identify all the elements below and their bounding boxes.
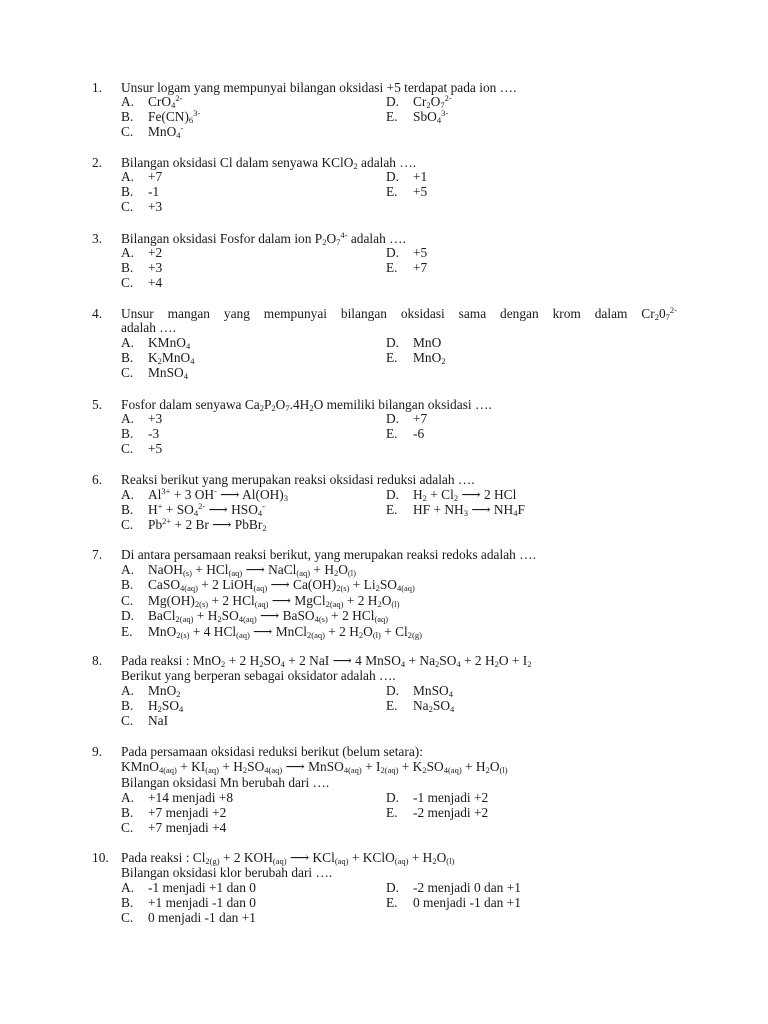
option-e: E. HF + $NH_3$ ⟶ $NH_4F$ [386,502,525,518]
option-b: B. +3 [121,260,163,275]
option-e: E. +7 [386,260,428,275]
option-c: C. MnO$_4$- [121,123,184,140]
option-d: D. MnSO$_4$ [386,683,453,699]
option-d: D. MnO [386,335,442,350]
question-number: 3. [92,231,103,246]
option-b: B. $Fe(CN)_6^{3-}$ [121,108,201,125]
option-d: D. -2 menjadi 0 dan +1 [386,880,521,895]
option-b: B. $K_2MnO_4$ [121,350,195,366]
option-b: B. CaSO$_{4(aq)}$ + 2 LiOH$_{(aq)}$ ⟶ $Ca(OH)_{2(s)} + Li_2SO_{4(aq)}$ [121,577,415,593]
option-e: E. -2 menjadi +2 [386,805,489,820]
option-a: A. NaOH$_{(s)}$ + HCl$_{(aq)}$ ⟶ NaCl$_{(aq)}$ + $H_2O_{(l)}$ [121,562,356,578]
option-c: C. +3 [121,199,163,214]
option-d: D. BaCl$_{2(aq)}$ + $H_2SO_{4(aq)}$ ⟶ BaSO$_{4(s)}$ + 2 HCl$_{(aq)}$ [121,608,389,624]
question-stem-continued: adalah …. [121,320,177,335]
option-d: D. +1 [386,169,428,184]
option-b: B. +1 menjadi -1 dan 0 [121,895,256,910]
question-number: 8. [92,653,103,668]
option-a: A. +7 [121,169,163,184]
option-b: B. $H_2SO_4$ [121,698,184,714]
question-number: 1. [92,80,103,95]
option-e: E. SbO$_4^{3-}$ [386,108,449,125]
question-stem: Pada reaksi : $Cl_{2(g)} + 2$ $KOH_{(aq)}$ ⟶ KCl$_{(aq)}$ + KClO$_{(aq)}$ + $H_2O_{(l)}$ [121,850,455,866]
option-c: C. 0 menjadi -1 dan +1 [121,910,256,925]
question-number: 4. [92,306,103,321]
option-c: C. $Pb^{2+} + 2$ Br ⟶ PbBr$_2$ [121,516,267,533]
option-a: A. KMnO$_4$ [121,335,191,351]
question-number: 10. [92,850,109,865]
question-stem-continued: Bilangan oksidasi Mn berubah dari …. [121,775,330,790]
option-a: A. +2 [121,245,163,260]
option-d: D. -1 menjadi +2 [386,790,489,805]
option-b: B. -3 [121,426,160,441]
option-a: A. +3 [121,411,163,426]
question-stem: Pada persamaan oksidasi reduksi berikut (belum setara): [121,744,423,759]
question-number: 9. [92,744,103,759]
question-number: 5. [92,397,103,412]
question-stem-continued: Berikut yang berperan sebagai oksidator adalah …. [121,668,396,683]
question-number: 6. [92,472,103,487]
option-e: E. MnO$_{2(s)}$ + 4 HCl$_{(aq)}$ ⟶ MnCl$_{2(aq)}$ + 2 $H_2O_{(l)} + Cl_{2(g)}$ [121,624,422,640]
option-a: A. MnO$_2$ [121,683,181,699]
question-stem: Bilangan oksidasi Fosfor dalam ion $P_2O_7^{4-}$ adalah …. [121,230,406,247]
option-b: B. -1 [121,184,160,199]
option-c: C. MnSO$_4$ [121,365,188,381]
option-b: B. +7 menjadi +2 [121,805,227,820]
option-c: C. +4 [121,275,163,290]
option-d: D. +7 [386,411,428,426]
option-a: A. CrO$_4^{2-}$ [121,93,183,110]
option-e: E. MnO$_2$ [386,350,446,366]
option-c: C. $Mg(OH)_{2(s)} + 2$ HCl$_{(aq)}$ ⟶ MgCl$_{2(aq)}$ + 2 $H_2O_{(l)}$ [121,593,400,609]
question-stem: Reaksi berikut yang merupakan reaksi oksidasi reduksi adalah …. [121,472,475,487]
question-number: 2. [92,155,103,170]
option-d: D. $H_2 + Cl_2$ ⟶ 2 HCl [386,487,517,503]
option-d: D. +5 [386,245,428,260]
option-e: E. +5 [386,184,428,199]
option-c: C. +5 [121,441,163,456]
option-e: E. 0 menjadi -1 dan +1 [386,895,521,910]
question-equation: KMnO$_{4(aq)}$ + $KI_{(aq)} + H_2SO_{4(aq)}$ ⟶ MnSO$_{4(aq)}$ + $I_{2(aq)} + K_2SO_{4(aq)} + H_2O_{(l)}$ [121,759,508,775]
option-a: A. -1 menjadi +1 dan 0 [121,880,256,895]
option-a: A. +14 menjadi +8 [121,790,234,805]
question-stem: Bilangan oksidasi Cl dalam senyawa KClO$_2$ adalah …. [121,155,417,171]
question-stem: Pada reaksi : MnO$_2$ + 2 $H_2SO_4 + 2$ NaI ⟶ 4 MnSO$_4$ + $Na_2SO_4 + 2$ $H_2O + I_2$ [121,653,532,669]
question-number: 7. [92,547,103,562]
option-e: E. $Na_2SO_4$ [386,698,455,714]
option-c: C. +7 menjadi +4 [121,820,227,835]
option-e: E. -6 [386,426,425,441]
question-stem: Fosfor dalam senyawa $Ca_2P_2O_7.4H_2O$ memiliki bilangan oksidasi …. [121,397,492,413]
question-stem: Unsur mangan yang mempunyai bilangan oksidasi sama dengan krom dalam $Cr_20_7^{2-}$ [121,305,677,322]
question-stem-continued: Bilangan oksidasi klor berubah dari …. [121,865,333,880]
option-c: C. NaI [121,713,169,728]
option-d: D. $Cr_2O_7^{2-}$ [386,93,452,110]
question-stem: Di antara persamaan reaksi berikut, yang merupakan reaksi redoks adalah …. [121,547,536,562]
question-stem: Unsur logam yang mempunyai bilangan oksidasi +5 terdapat pada ion …. [121,80,517,95]
option-a: A. $Al^{3+} + 3$ OH- ⟶ $Al(OH)_3$ [121,486,288,503]
option-b: B. $H^+ + SO_4^{2-}$ ⟶ $HSO_4^-$ [121,501,265,518]
